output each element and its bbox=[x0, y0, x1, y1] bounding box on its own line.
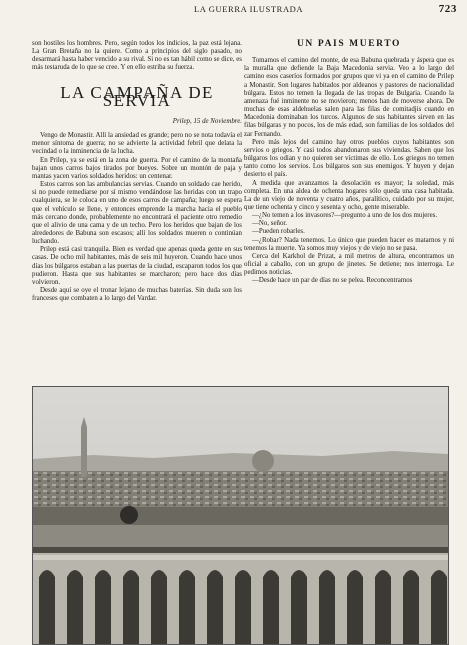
body-paragraph: —No, señor. bbox=[252, 220, 288, 228]
body-paragraph: Cerca del Karkhol de Prizat, a mil metros de altura, encontramos un oficial a caballo, con un grupo de jinetes. Se detiene; nos interroga. Le pedimos noticias. bbox=[244, 252, 454, 277]
photo-illustration bbox=[33, 387, 448, 644]
body-paragraph: —¿No temen a los invasores?—pregunto a uno de los dos mujeres. bbox=[252, 212, 438, 220]
left-column bbox=[32, 40, 242, 303]
page-number: 723 bbox=[438, 3, 457, 15]
body-paragraph: Tomamos el camino del monte, de esa Babuna quebrada y áspera que es la muralla que defiende la Baja Macedonia servia. Veo a lo largo del camino esos caseríos formados por grupos que vi ya en el camino de Prilep a Monastir. Son lugares habitados por aldeanos y pastores de nacionalidad búlgara. Estos no temen la llegada de las tropas de Bulgaria. Cuando la amenaza fué inminente no se movieron; menos han de moverse ahora. De muchas de esas aldehuelas salen para las filas de comitadjis cuando en Macedonia dominaban los turcos. Algunos de sus habitantes sirven en las filas búlgaras y no pocos, los de más edad, son familias de los soldados del zar Fernando. bbox=[244, 57, 454, 138]
running-head bbox=[22, 3, 457, 19]
dateline: Prilep, 15 de Noviembre. bbox=[172, 117, 242, 125]
city-panorama-photo bbox=[32, 386, 449, 645]
article-title: UN PAIS MUERTO bbox=[296, 39, 402, 49]
body-paragraph: —Pueden robarles. bbox=[252, 228, 305, 236]
minaret-icon bbox=[81, 427, 87, 477]
right-column bbox=[244, 40, 454, 286]
body-paragraph: Estos carros son las ambulancias servias. Cuando un soldado cae herido, si no puede remediarse por sí mismo vendándose las heridas con un trapo cualquiera, se le coloca en uno de esos carros de campaña; luego se espera que el vehículo se llene, y entonces emprende la marcha hacia el pueblo más cercano donde, probablemente no encontrará el paciente otro remedio que el alivio de una cama y de un techo. Pero los heridos que bajan de los alrededores de Babuna son escasos; allí los soldados mueren o continúan luchando. bbox=[32, 181, 242, 246]
body-paragraph: —¿Robar? Nada tenemos. Lo único que pueden hacer es matarnos y ni tenemos la muerte. Ya somos muy viejos y de viejo no se pasa. bbox=[244, 236, 454, 252]
body-paragraph: En Prilep, ya se está en la zona de guerra. Por el camino de la montaña bajan unos carros bajos tirados por bueyes. Sobre un montón de paja y mantas yacen varios soldados heridos: un centenar. bbox=[32, 156, 242, 180]
body-paragraph: Desde aquí se oye el tronar lejano de muchas baterías. Sin duda son los franceses que combaten a lo largo del Vardar. bbox=[32, 287, 242, 303]
body-paragraph: —Desde hace un par de días no se pelea. Reconcentramos bbox=[252, 277, 413, 285]
intro-paragraph: son hostiles los hombres. Pero, según todos los indicios, la paz está lejana. La Gran Bretaña no la quiere. Como a principios del siglo pasado, no desarmará hasta haber vencido a su rival. Si no es tan hábil como se dice, es más testaruda de lo que se cree. Y en ello estriba su fuerza. bbox=[32, 40, 242, 72]
section-title: LA CAMPAÑA DE SERVIA bbox=[60, 82, 214, 110]
body-paragraph: A medida que avanzamos la desolación es mayor; la soledad, más completa. En una aldea de ochenta hogares sólo queda una casa habitada. La de un viejo de noventa y cuatro años, paralítico, cuidado por su mujer, que tiene ochenta y cinco y sesenta y ocho, gente miserable. bbox=[244, 179, 454, 211]
body-paragraph: Prilep está casi tranquila. Bien es verdad que apenas queda gente en sus casas. De ocho mil habitantes, más de seis mil huyeron. Cuando hace unos días los búlgaros estaban a las puertas de la ciudad, escaparon todos los que pudieron. Hasta que sus habitantes se marcharon; pero hace dos días volvieron. bbox=[32, 246, 242, 286]
publication-title: LA GUERRA ILUSTRADA bbox=[194, 4, 304, 14]
body-paragraph: Vengo de Monastir. Allí la ansiedad es grande; pero no se nota todavía el menor síntoma de guerra; no se advierte la actividad febril que delata la vecindad o la inminencia de la lucha. bbox=[32, 132, 242, 156]
body-paragraph: Pero más lejos del camino hay otros pueblos cuyos habitantes son servios o griegos. Y casi todos abandonaron sus viviendas. Saben que los búlgaros los odian y no quieren ser víctimas de ello. Los griegos no temen tanto como los servios. Los búlgaros son sus enemigos. Y huyen y dejan desierto el país. bbox=[244, 138, 454, 179]
